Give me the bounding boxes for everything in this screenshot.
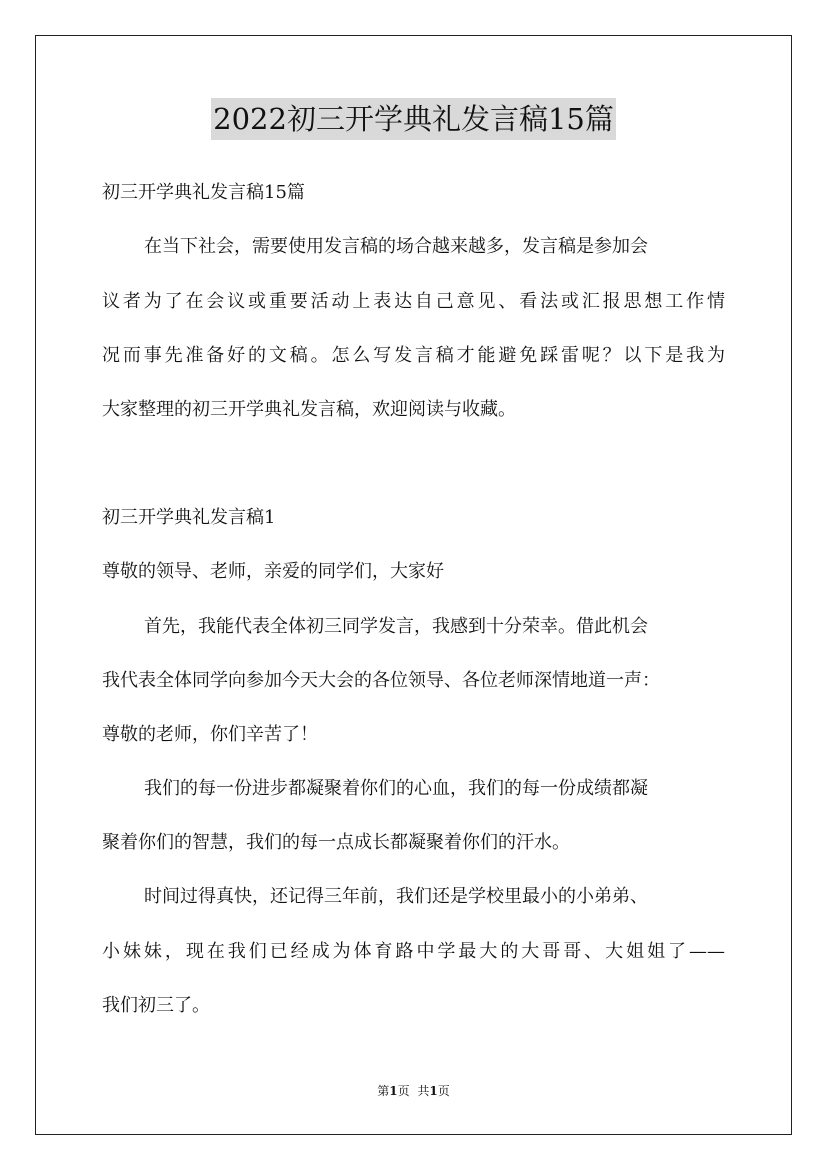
page-prefix: 第	[377, 1084, 390, 1098]
page-suffix: 页	[397, 1084, 410, 1098]
paragraph-line: 况而事先准备好的文稿。怎么写发言稿才能避免踩雷呢？以下是我为	[102, 345, 725, 366]
paragraph-line: 我们初三了。	[102, 995, 210, 1016]
page-number: 1	[389, 1084, 398, 1098]
paragraph-line: 时间过得真快，还记得三年前，我们还是学校里最小的小弟弟、	[144, 886, 648, 907]
paragraph-line: 在当下社会，需要使用发言稿的场合越来越多，发言稿是参加会	[144, 236, 648, 257]
total-pages: 1	[429, 1084, 438, 1098]
total-prefix: 共	[417, 1084, 430, 1098]
subtitle-line: 初三开学典礼发言稿15篇	[102, 182, 305, 203]
total-suffix: 页	[437, 1084, 450, 1098]
document-title: 2022初三开学典礼发言稿15篇	[211, 98, 616, 140]
page-footer	[0, 1083, 827, 1099]
paragraph-line: 大家整理的初三开学典礼发言稿，欢迎阅读与收藏。	[102, 399, 516, 420]
paragraph-line: 我们的每一份进步都凝聚着你们的心血，我们的每一份成绩都凝	[144, 778, 648, 799]
paragraph-line: 首先，我能代表全体初三同学发言，我感到十分荣幸。借此机会	[144, 616, 648, 637]
paragraph-line: 议者为了在会议或重要活动上表达自己意见、看法或汇报思想工作情	[102, 291, 725, 312]
title-wrap	[0, 98, 827, 140]
paragraph-line: 聚着你们的智慧，我们的每一点成长都凝聚着你们的汗水。	[102, 832, 570, 853]
paragraph-line: 小妹妹，现在我们已经成为体育路中学最大的大哥哥、大姐姐了——	[102, 941, 725, 962]
salutation-line: 尊敬的领导、老师，亲爱的同学们，大家好	[102, 561, 444, 582]
paragraph-line: 尊敬的老师，你们辛苦了！	[102, 724, 318, 745]
section-heading: 初三开学典礼发言稿1	[102, 507, 276, 528]
paragraph-line: 我代表全体同学向参加今天大会的各位领导、各位老师深情地道一声：	[102, 670, 660, 691]
